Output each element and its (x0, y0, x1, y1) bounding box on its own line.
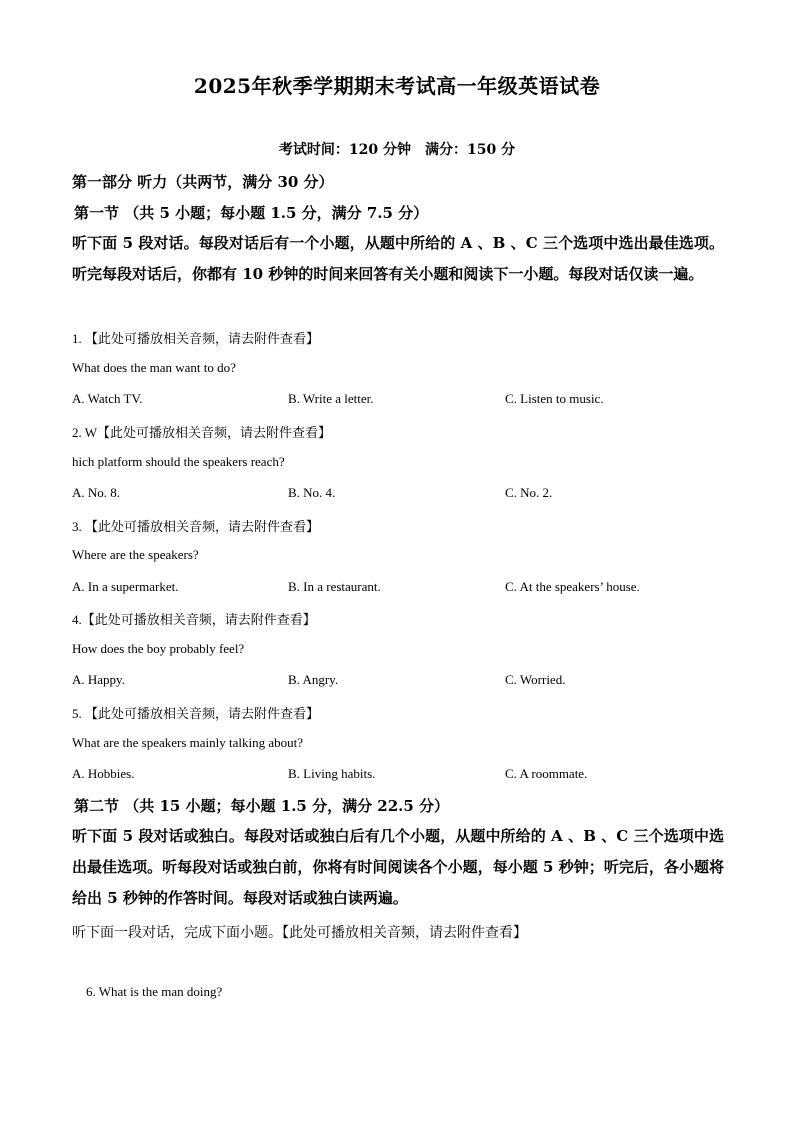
listen-prompt: 听下面一段对话，完成下面小题。【此处可播放相关音频，请去附件查看】 (72, 926, 527, 941)
question-4-text: How does the boy probably feel? (72, 641, 245, 656)
question-5-option-a: A. Hobbies. (72, 766, 135, 781)
question-2-header: 2. W【此处可播放相关音频，请去附件查看】 (72, 425, 332, 440)
question-2-text: hich platform should the speakers reach? (72, 454, 285, 469)
question-4-option-c: C. Worried. (505, 672, 566, 687)
question-5-text: What are the speakers mainly talking about? (72, 735, 304, 750)
question-1-text: What does the man want to do? (72, 360, 236, 375)
question-2-option-b: B. No. 4. (288, 485, 336, 500)
question-5-option-c: C. A roommate. (505, 766, 588, 781)
question-1-header: 1. 【此处可播放相关音频，请去附件查看】 (72, 331, 320, 346)
exam-info: 考试时间：120 分钟 满分：150 分 (278, 142, 516, 158)
section1-heading: 第一节 （共 5 小题；每小题 1.5 分，满分 7.5 分） (74, 204, 429, 222)
question-3-text: Where are the speakers? (72, 547, 199, 562)
question-1-option-c: C. Listen to music. (505, 391, 604, 406)
section2-instructions: 听下面 5 段对话或独白。每段对话或独白后有几个小题，从题中所给的 A 、B 、C 三个选项中选出最佳选项。听每段对话或独白前，你将有时间阅读各个小题，每小题 5 秒钟；听完后，各小题将给出 5 秒钟的作答时间。每段对话或独白读两遍。 (72, 827, 724, 907)
section2-heading: 第二节 （共 15 小题；每小题 1.5 分，满分 22.5 分） (74, 797, 450, 815)
question-3-option-a: A. In a supermarket. (72, 579, 179, 594)
question-1-option-a: A. Watch TV. (72, 391, 143, 406)
question-3-option-c: C. At the speakers’ house. (505, 579, 640, 594)
question-4-option-a: A. Happy. (72, 672, 125, 687)
question-4-header: 4.【此处可播放相关音频，请去附件查看】 (72, 612, 316, 627)
question-5-option-b: B. Living habits. (288, 766, 376, 781)
question-4-option-b: B. Angry. (288, 672, 339, 687)
section1-instructions: 听下面 5 段对话。每段对话后有一个小题，从题中所给的 A 、B 、C 三个选项中选出最佳选项。听完每段对话后，你都有 10 秒钟的时间来回答有关小题和阅读下一小题。每段对话仅读一遍。 (72, 234, 724, 283)
question-3-option-b: B. In a restaurant. (288, 579, 381, 594)
question-6-text: 6. What is the man doing? (86, 984, 223, 999)
question-3-header: 3. 【此处可播放相关音频，请去附件查看】 (72, 519, 320, 534)
question-1-option-b: B. Write a letter. (288, 391, 374, 406)
question-2-option-a: A. No. 8. (72, 485, 121, 500)
question-5-header: 5. 【此处可播放相关音频，请去附件查看】 (72, 706, 320, 721)
exam-title: 2025年秋季学期期末考试高一年级英语试卷 (193, 74, 601, 98)
part1-heading: 第一部分 听力（共两节，满分 30 分） (72, 173, 334, 191)
question-2-option-c: C. No. 2. (505, 485, 553, 500)
